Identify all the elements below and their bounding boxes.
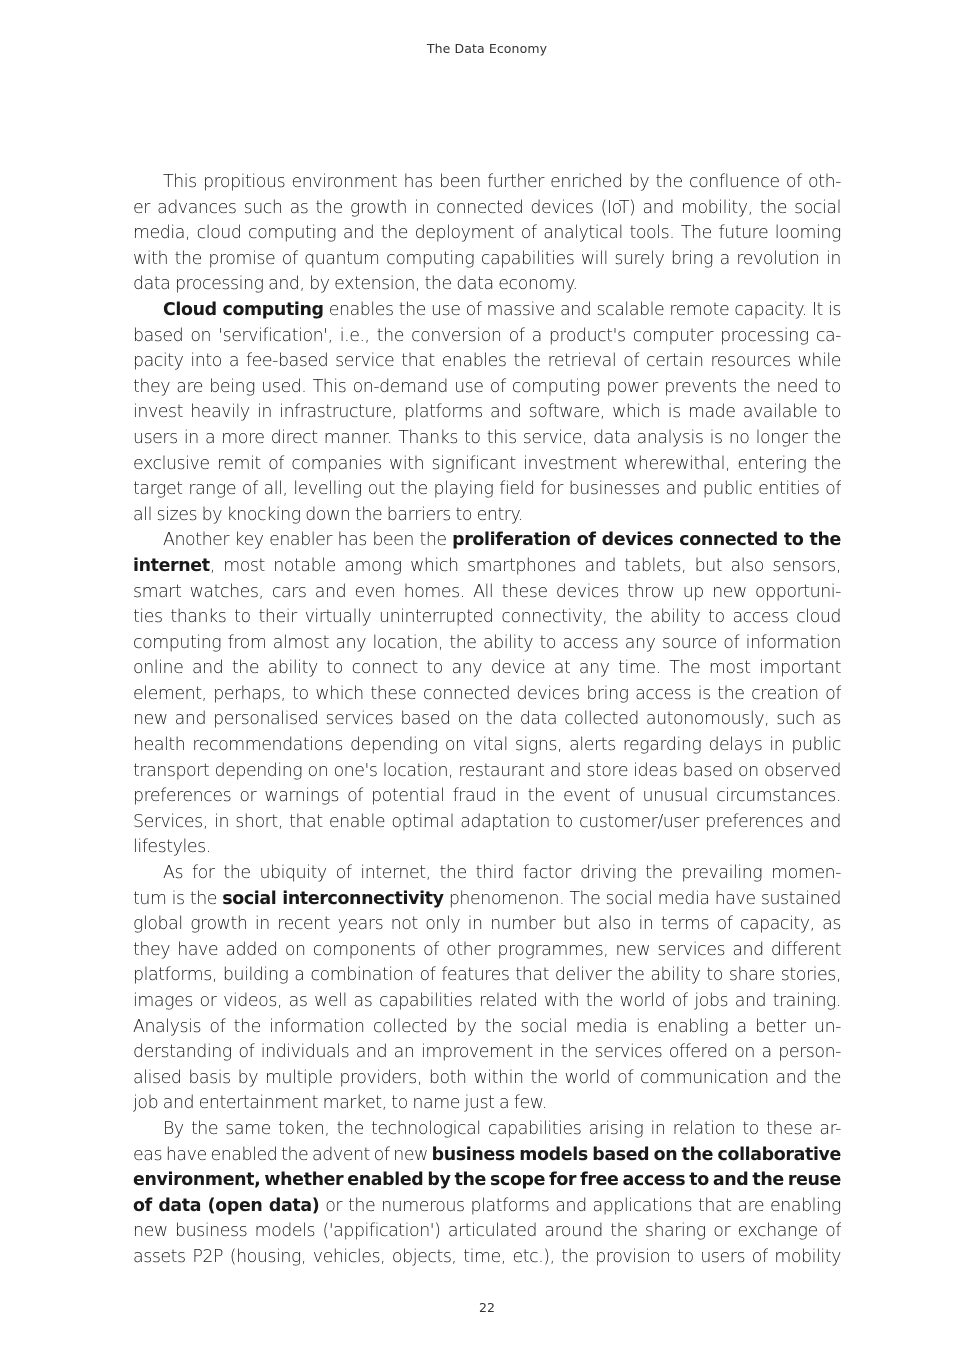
text-line [133, 221, 841, 247]
text-segment: This propitious environment has been further enriched by the confluence of oth- [163, 172, 841, 192]
text-line [133, 1194, 841, 1220]
text-segment: target range of all, levelling out the playing field for businesses and public entities of [133, 479, 841, 500]
text-segment: images or videos, as well as capabilities related with the world of jobs and training. [133, 991, 841, 1011]
text-line [133, 1040, 841, 1066]
text-segment: new business models ('appification') articulated around the sharing or exchange of [133, 1221, 841, 1242]
text-segment: invest heavily in infrastructure, platforms and software, which is made available to [133, 402, 841, 423]
text-segment: smart watches, cars and even homes. All these devices throw up new opportuni- [133, 581, 841, 602]
text-line [133, 477, 841, 503]
text-segment: online and the ability to connect to any device at any time. The most important [133, 658, 841, 679]
text-segment: based on 'servification', i.e., the conversion of a product's computer processing ca- [133, 325, 841, 346]
text-line [133, 528, 841, 554]
text-line [133, 1219, 841, 1245]
text-line [133, 784, 841, 810]
text-line [133, 580, 841, 606]
text-line [133, 324, 841, 350]
text-line [133, 1143, 841, 1169]
bold-term: social interconnectivity [222, 888, 444, 909]
text-line [133, 656, 841, 682]
text-line [133, 272, 841, 298]
text-line [133, 1015, 841, 1041]
text-segment: preferences or warnings of potential fraud in the event of unusual circumstances. [133, 786, 841, 807]
text-line [133, 682, 841, 708]
page-number: 22 [479, 1300, 495, 1315]
text-line [133, 1168, 841, 1194]
text-line [133, 298, 841, 324]
text-segment: er advances such as the growth in connected devices (IoT) and mobility, the social [133, 197, 841, 218]
text-segment: alised basis by multiple providers, both within the world of communication and the [133, 1067, 841, 1088]
text-segment: , most notable among which smartphones and tablets, but also sensors, [209, 555, 841, 576]
text-line [133, 1117, 841, 1143]
text-segment: pacity into a fee-based service that enables the retrieval of certain resources while [133, 351, 841, 372]
text-segment: phenomenon. The social media have sustained [443, 888, 841, 909]
text-line [133, 963, 841, 989]
text-line [133, 759, 841, 785]
text-segment: tum is the [133, 888, 223, 909]
running-header: The Data Economy [426, 41, 548, 56]
text-segment: assets P2P (housing, vehicles, objects, time, etc.), the provision to users of mobility [133, 1246, 841, 1267]
text-segment: job and entertainment market, to name just a few. [133, 1093, 547, 1114]
text-segment: with the promise of quantum computing capabilities will surely bring a revolution in [133, 248, 841, 269]
text-segment: platforms, building a combination of features that deliver the ability to share stories, [133, 965, 841, 986]
text-segment: eas have enabled the advent of new [133, 1144, 432, 1165]
text-line [133, 400, 841, 426]
text-segment: they have added on components of other programmes, new services and different [133, 939, 841, 960]
text-segment: Another key enabler has been the [163, 530, 453, 551]
text-line [133, 196, 841, 222]
bold-term: proliferation of devices connected to the [452, 530, 841, 551]
text-segment: enables the use of massive and scalable remote capacity. It is [323, 299, 841, 320]
body-text [133, 170, 841, 1271]
text-line [133, 912, 841, 938]
text-line [133, 247, 841, 273]
text-segment: data processing and, by extension, the data economy. [133, 274, 578, 295]
text-line [133, 1091, 841, 1117]
text-segment: global growth in recent years not only in number but also in terms of capacity, as [133, 914, 841, 935]
text-line [133, 375, 841, 401]
bold-term: environment, whether enabled by the scope for free access to and the reuse [133, 1170, 841, 1191]
text-line [133, 989, 841, 1015]
text-line [133, 605, 841, 631]
text-line [133, 810, 841, 836]
text-line [133, 170, 841, 196]
text-segment: users in a more direct manner. Thanks to this service, data analysis is no longer the [133, 427, 841, 448]
text-segment: all sizes by knocking down the barriers to entry. [133, 504, 523, 525]
text-line [133, 1245, 841, 1271]
text-line [133, 861, 841, 887]
text-segment: Services, in short, that enable optimal adaptation to customer/user preferences and [133, 811, 841, 832]
bold-term: Cloud computing [163, 299, 324, 320]
text-line [133, 707, 841, 733]
bold-term: internet [133, 555, 210, 576]
text-segment: computing from almost any location, the ability to access any source of information [133, 632, 841, 653]
text-line [133, 554, 841, 580]
text-segment: ties thanks to their virtually uninterrupted connectivity, the ability to access cloud [133, 607, 841, 628]
text-segment: Analysis of the information collected by the social media is enabling a better un- [133, 1016, 841, 1037]
text-line [133, 938, 841, 964]
text-segment: lifestyles. [133, 837, 211, 858]
text-line [133, 503, 841, 529]
text-segment: element, perhaps, to which these connected devices bring access is the creation of [133, 683, 841, 704]
text-line [133, 452, 841, 478]
text-segment: they are being used. This on-demand use of computing power prevents the need to [133, 376, 841, 397]
text-segment: By the same token, the technological capabilities arising in relation to these ar- [163, 1118, 841, 1139]
bold-term: of data (open data) [133, 1195, 320, 1216]
text-segment: media, cloud computing and the deployment of analytical tools. The future looming [133, 223, 841, 244]
text-line [133, 1066, 841, 1092]
text-segment: exclusive remit of companies with significant investment wherewithal, entering the [133, 453, 841, 474]
text-line [133, 349, 841, 375]
text-line [133, 426, 841, 452]
text-line [133, 835, 841, 861]
bold-term: business models based on the collaborative [431, 1144, 841, 1165]
text-line [133, 631, 841, 657]
text-line [133, 733, 841, 759]
text-segment: transport depending on one's location, restaurant and store ideas based on observed [133, 760, 841, 781]
text-line [133, 887, 841, 913]
text-segment: As for the ubiquity of internet, the third factor driving the prevailing momen- [163, 863, 841, 884]
text-segment: health recommendations depending on vital signs, alerts regarding delays in public [133, 735, 841, 756]
text-segment: derstanding of individuals and an improvement in the services offered on a person- [133, 1042, 841, 1063]
text-segment: or the numerous platforms and applications that are enabling [319, 1195, 841, 1216]
text-segment: new and personalised services based on the data collected autonomously, such as [133, 709, 841, 730]
